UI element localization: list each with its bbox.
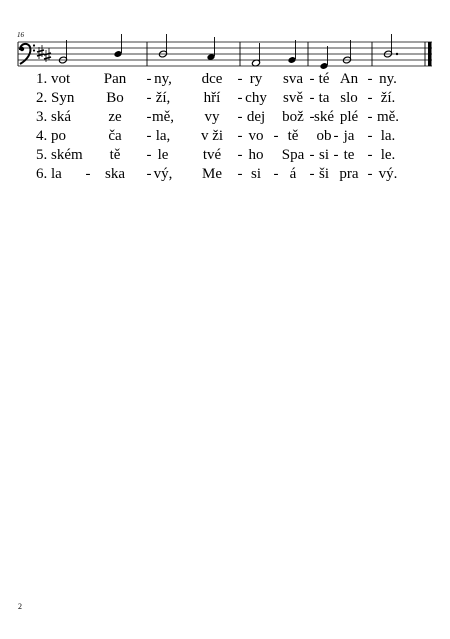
lyric-syllable: plé [339,109,359,125]
hyphen: - [367,71,373,87]
lyric-syllable: vý, [153,166,173,182]
lyric-syllable: sva [283,71,303,87]
hyphen: - [367,166,373,182]
lyric-syllable: 1. vot [36,71,71,87]
hyphen: - [309,166,315,182]
hyphen: - [367,147,373,163]
lyric-syllable: vy [204,109,220,125]
hyphen: - [146,166,152,182]
lyric-syllable: ny, [154,71,172,87]
hyphen: - [309,109,315,125]
hyphen: - [367,90,373,106]
hyphen: - [309,71,315,87]
sharp-icon [37,45,44,59]
lyric-syllable: ry [249,71,263,87]
lyric-syllable: la. [380,128,396,144]
lyric-syllable: ska [105,166,125,182]
lyric-syllable: svě [283,90,303,106]
lyric-syllable: tě [287,128,299,144]
measure-number: 16 [17,31,24,39]
lyric-syllable: dce [201,71,223,87]
lyric-syllable: tě [109,147,121,163]
hyphen: - [333,128,339,144]
hyphen: - [273,128,279,144]
lyric-syllable: v ži [200,128,224,144]
lyric-syllable: ze [108,109,122,125]
lyric-syllable: Pan [103,71,127,87]
staff-lines [18,42,432,66]
lyric-syllable: hří [203,90,221,106]
lyric-syllable: té [318,71,330,87]
lyric-syllable: si [250,166,262,182]
lyric-syllable: le. [380,147,396,163]
hyphen: - [237,71,243,87]
lyric-syllable: mě. [376,109,400,125]
lyric-syllable: ob [316,128,332,144]
note-quarter [113,34,122,58]
hyphen: - [146,147,152,163]
lyric-syllable: ča [108,128,122,144]
hyphen: - [333,147,339,163]
hyphen: - [367,128,373,144]
lyric-syllable: le [157,147,169,163]
lyric-syllable: dej [246,109,266,125]
lyric-syllable: bož [282,109,304,125]
hyphen: - [237,147,243,163]
lyric-syllable: vo [248,128,264,144]
lyric-syllable: 4. po [36,128,66,144]
note-quarter [287,40,296,64]
hyphen: - [273,166,279,182]
lyric-syllable: ny. [379,71,397,87]
lyric-syllable: tvé [202,147,222,163]
lyric-syllable: An [339,71,359,87]
note-half [251,43,260,67]
page-number: 2 [18,602,22,611]
music-staff [0,0,450,80]
lyric-syllable: 5. ském [36,147,83,163]
lyric-syllable: vý. [378,166,398,182]
lyric-syllable: Me [202,166,222,182]
lyric-syllable: ja [343,128,355,144]
lyric-syllable: te [343,147,355,163]
note-quarter [206,37,215,61]
hyphen: - [146,71,152,87]
hyphen: - [146,109,152,125]
lyric-syllable: 6. la [36,166,62,182]
note-quarter [319,46,328,70]
hyphen: - [237,128,243,144]
hyphen: - [309,147,315,163]
hyphen: - [237,109,243,125]
lyric-syllable: si [318,147,330,163]
lyric-syllable: mě, [151,109,175,125]
lyric-syllable: á [289,166,297,182]
lyric-syllable: ží, [155,90,171,106]
hyphen: - [146,128,152,144]
hyphen: - [237,90,243,106]
hyphen: - [367,109,373,125]
lyric-syllable: ží. [380,90,396,106]
lyric-syllable: 3. ská [36,109,71,125]
hyphen: - [85,166,91,182]
lyric-syllable: pra [339,166,359,182]
hyphen: - [237,166,243,182]
lyric-syllable: Spa [281,147,305,163]
hyphen: - [309,90,315,106]
lyric-syllable: ta [318,90,330,106]
lyric-syllable: 2. Syn [36,90,75,106]
lyric-syllable: ši [318,166,330,182]
lyric-syllable: ho [248,147,264,163]
lyric-syllable: la, [155,128,171,144]
lyric-syllable: chy [245,90,267,106]
lyric-syllable: Bo [106,90,124,106]
lyric-syllable: ské [314,109,334,125]
hyphen: - [146,90,152,106]
lyric-syllable: slo [340,90,358,106]
